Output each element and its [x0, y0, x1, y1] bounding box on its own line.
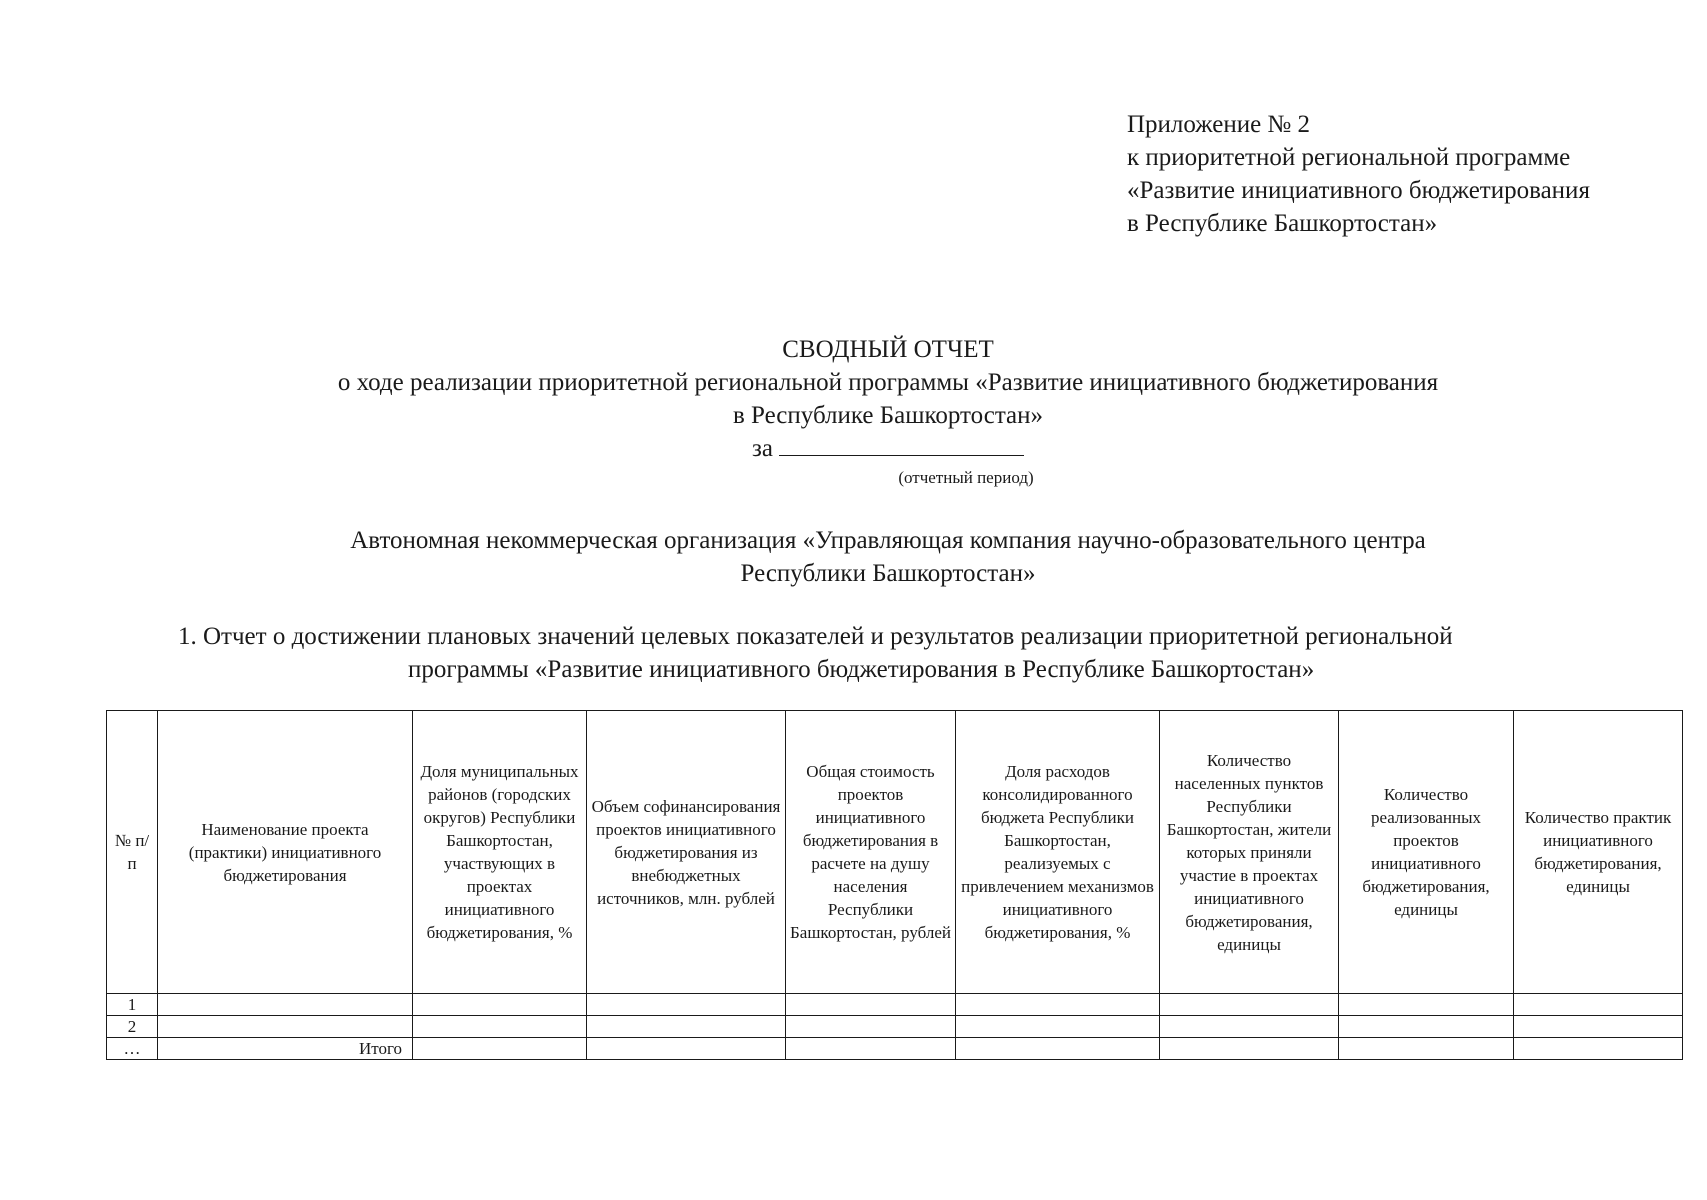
table-cell[interactable] — [1160, 994, 1339, 1016]
table-cell[interactable] — [956, 994, 1160, 1016]
report-subtitle-line: в Республике Башкортостан» — [732, 402, 1044, 429]
header-cost-per-capita: Общая стоимость проектов инициативного бюджетирования в расчете на душу населения Республики Башкортостан, рублей — [786, 711, 956, 994]
section-title-line: 1. Отчет о достижении плановых значений целевых показателей и результатов реализации приоритетной региональной — [178, 623, 1453, 650]
report-title-block — [0, 333, 1707, 465]
header-project-name: Наименование проекта (практики) инициативного бюджетирования — [158, 711, 413, 994]
table-cell[interactable] — [786, 994, 956, 1016]
period-prefix: за — [752, 435, 773, 462]
header-settlements-count: Количество населенных пунктов Республики Башкортостан, жители которых приняли участие в проектах инициативного бюджетирования, единицы — [1160, 711, 1339, 994]
table-cell[interactable] — [1514, 994, 1683, 1016]
row-project-name[interactable] — [158, 994, 413, 1016]
organization-line: Республики Башкортостан» — [740, 560, 1036, 587]
row-number: 1 — [107, 994, 158, 1016]
appendix-note — [1127, 108, 1590, 240]
table-cell[interactable] — [786, 1038, 956, 1060]
table-cell[interactable] — [1339, 994, 1514, 1016]
report-period-line — [0, 432, 1707, 465]
header-cofinancing-volume: Объем софинансирования проектов инициативного бюджетирования из внебюджетных источников, млн. рублей — [587, 711, 786, 994]
appendix-line: к приоритетной региональной программе — [1127, 144, 1571, 171]
period-caption-text: (отчетный период) — [898, 468, 1034, 487]
table-cell[interactable] — [1514, 1016, 1683, 1038]
appendix-line: «Развитие инициативного бюджетирования — [1127, 177, 1590, 204]
table-cell[interactable] — [413, 1016, 587, 1038]
table-cell[interactable] — [587, 994, 786, 1016]
table-cell[interactable] — [587, 1038, 786, 1060]
header-budget-expense-share: Доля расходов консолидированного бюджета Республики Башкортостан, реализуемых с привлечением механизмов инициативного бюджетирования, % — [956, 711, 1160, 994]
period-caption — [0, 468, 1707, 488]
header-number: № п/п — [107, 711, 158, 994]
header-projects-count: Количество реализованных проектов инициативного бюджетирования, единицы — [1339, 711, 1514, 994]
table-cell[interactable] — [1339, 1016, 1514, 1038]
row-total-label: Итого — [158, 1038, 413, 1060]
table-row — [107, 1016, 1683, 1038]
row-number: … — [107, 1038, 158, 1060]
header-districts-share: Доля муниципальных районов (городских округов) Республики Башкортостан, участвующих в проектах инициативного бюджетирования, % — [413, 711, 587, 994]
table-cell[interactable] — [413, 1038, 587, 1060]
appendix-line: Приложение № 2 — [1127, 111, 1311, 138]
report-title: СВОДНЫЙ ОТЧЕТ — [782, 336, 994, 363]
table-cell[interactable] — [1339, 1038, 1514, 1060]
table-cell[interactable] — [1160, 1038, 1339, 1060]
table-cell[interactable] — [956, 1038, 1160, 1060]
section-title-line: программы «Развитие инициативного бюджетирования в Республике Башкортостан» — [408, 656, 1315, 683]
row-project-name[interactable] — [158, 1016, 413, 1038]
row-number: 2 — [107, 1016, 158, 1038]
header-practices-count: Количество практик инициативного бюджетирования, единицы — [1514, 711, 1683, 994]
table-cell[interactable] — [1160, 1016, 1339, 1038]
table-cell[interactable] — [786, 1016, 956, 1038]
appendix-line: в Республике Башкортостан» — [1127, 210, 1438, 237]
organization-line: Автономная некоммерческая организация «Управляющая компания научно-образовательного центра — [350, 527, 1426, 554]
table-cell[interactable] — [956, 1016, 1160, 1038]
section-title — [0, 620, 1640, 686]
table-cell[interactable] — [413, 994, 587, 1016]
report-subtitle-line: о ходе реализации приоритетной региональной программы «Развитие инициативного бюджетирования — [337, 369, 1439, 396]
table-row — [107, 994, 1683, 1016]
table-cell[interactable] — [1514, 1038, 1683, 1060]
period-blank-field[interactable] — [779, 433, 1024, 456]
table-row-total — [107, 1038, 1683, 1060]
table-cell[interactable] — [587, 1016, 786, 1038]
report-table — [106, 710, 1683, 1060]
table-header-row — [107, 711, 1683, 994]
organization-block — [0, 524, 1707, 590]
